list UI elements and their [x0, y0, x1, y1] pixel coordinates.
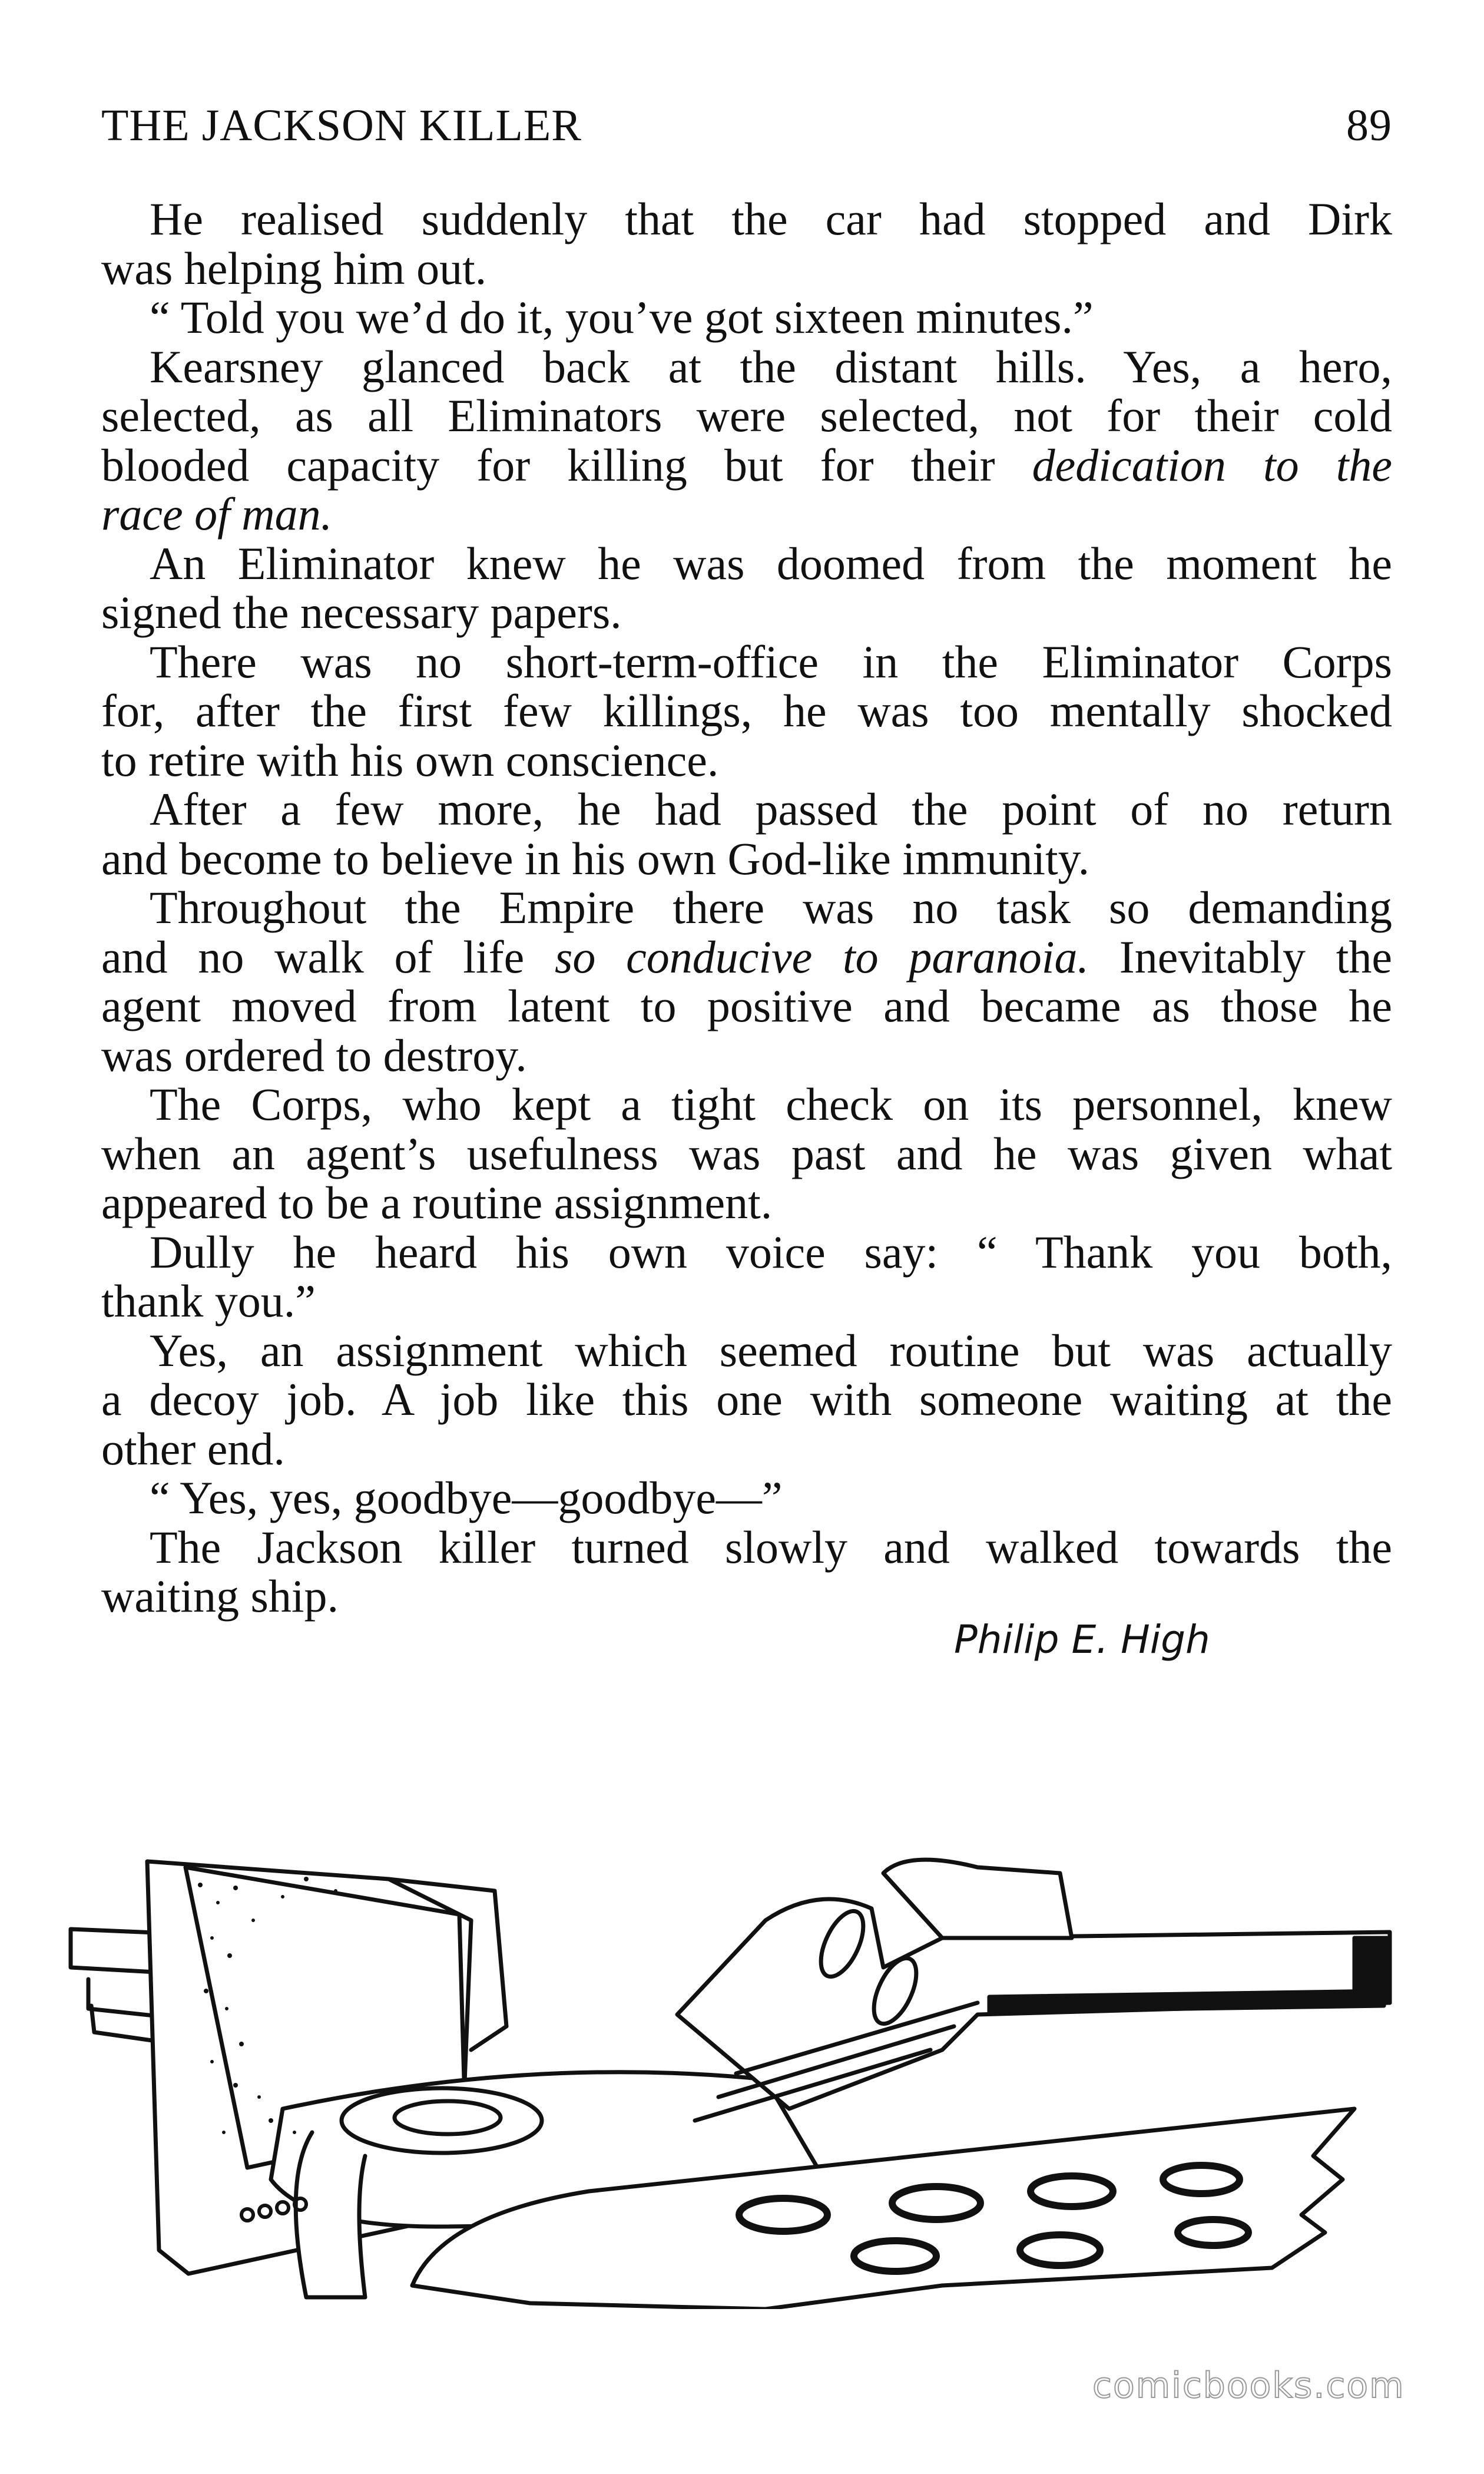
- text-line: [101, 1572, 1392, 1621]
- text-line: [101, 441, 1392, 490]
- text-line: [101, 785, 1392, 834]
- story-body: [101, 194, 1392, 1621]
- text-line: [101, 686, 1392, 736]
- text-run: to retire with his own conscience.: [101, 734, 719, 786]
- text-run: “ Told you we’d do it, you’ve got sixteen minutes.”: [150, 292, 1094, 343]
- text-line: [101, 1129, 1392, 1179]
- watermark: comicbooks.com: [1092, 2365, 1405, 2406]
- text-line: [101, 588, 1392, 637]
- text-line: [101, 1178, 1392, 1228]
- italic-text: so conducive to paranoia.: [554, 931, 1089, 983]
- text-line: [101, 1326, 1392, 1375]
- text-run: agent moved from latent to positive and became as those he: [101, 980, 1392, 1031]
- text-run: Kearsney glanced back at the distant hills. Yes, a hero,: [150, 340, 1392, 392]
- paragraph: [101, 293, 1392, 342]
- page-number: 89: [1346, 101, 1392, 150]
- paragraph: [101, 539, 1392, 637]
- text-line: [101, 391, 1392, 441]
- text-line: [101, 834, 1392, 884]
- paragraph: [101, 883, 1392, 1080]
- text-line: [101, 489, 1392, 539]
- text-run: was helping him out.: [101, 242, 487, 294]
- text-line: [101, 883, 1392, 932]
- text-line: [101, 244, 1392, 293]
- text-run: selected, as all Eliminators were selected, not for their cold: [101, 390, 1392, 441]
- text-line: [101, 1523, 1392, 1572]
- paragraph: [101, 1080, 1392, 1228]
- text-run: blooded capacity for killing but for their: [101, 439, 1032, 491]
- text-run: Dully he heard his own voice say: “ Thank you both,: [150, 1226, 1392, 1278]
- text-run: He realised suddenly that the car had stopped and Dirk: [150, 193, 1392, 244]
- text-run: thank you.”: [101, 1275, 316, 1327]
- text-run: and become to believe in his own God-like immunity.: [101, 832, 1090, 884]
- text-line: [101, 1473, 1392, 1523]
- text-line: [101, 1031, 1392, 1080]
- text-run: Yes, an assignment which seemed routine but was actually: [150, 1324, 1392, 1376]
- italic-text: dedication to the: [1032, 439, 1392, 491]
- text-run: waiting ship.: [101, 1570, 339, 1622]
- paragraph: [101, 1228, 1392, 1326]
- text-run: “ Yes, yes, goodbye—goodbye—”: [150, 1472, 783, 1523]
- text-line: [101, 736, 1392, 785]
- paragraph: [101, 1523, 1392, 1621]
- text-run: The Jackson killer turned slowly and walked towards the: [150, 1521, 1392, 1573]
- text-run: for, after the first few killings, he was too mentally shocked: [101, 685, 1392, 736]
- text-run: Inevitably the: [1088, 931, 1393, 983]
- text-run: appeared to be a routine assignment.: [101, 1177, 773, 1228]
- spaceship-illustration: [59, 1802, 1425, 2309]
- text-run: The Corps, who kept a tight check on its personnel, knew: [150, 1079, 1392, 1130]
- text-line: [101, 194, 1392, 244]
- text-line: [101, 1080, 1392, 1129]
- text-run: a decoy job. A job like this one with someone waiting at the: [101, 1374, 1392, 1425]
- text-line: [101, 637, 1392, 687]
- paragraph: [101, 194, 1392, 293]
- paragraph: [101, 785, 1392, 883]
- text-run: signed the necessary papers.: [101, 587, 622, 638]
- text-run: and no walk of life: [101, 931, 555, 983]
- text-line: [101, 1228, 1392, 1277]
- text-run: when an agent’s usefulness was past and he was given what: [101, 1127, 1392, 1179]
- text-line: [101, 1375, 1392, 1424]
- author-signature: Philip E. High: [954, 1617, 1210, 1662]
- text-line: [101, 932, 1392, 982]
- text-line: [101, 981, 1392, 1031]
- paragraph: [101, 637, 1392, 785]
- text-line: [101, 342, 1392, 392]
- running-head: [101, 100, 1392, 151]
- chapter-title: THE JACKSON KILLER: [101, 101, 582, 150]
- paragraph: [101, 342, 1392, 539]
- text-run: After a few more, he had passed the point of no return: [150, 783, 1392, 835]
- text-run: An Eliminator knew he was doomed from the moment he: [150, 537, 1392, 589]
- text-run: was ordered to destroy.: [101, 1029, 527, 1081]
- text-line: [101, 293, 1392, 342]
- text-line: [101, 1276, 1392, 1326]
- paragraph: [101, 1473, 1392, 1523]
- text-run: There was no short-term-office in the Eliminator Corps: [150, 636, 1392, 687]
- text-line: [101, 1424, 1392, 1474]
- italic-text: race of man.: [101, 488, 333, 540]
- text-line: [101, 539, 1392, 588]
- text-run: Throughout the Empire there was no task so demanding: [150, 882, 1392, 933]
- paragraph: [101, 1326, 1392, 1474]
- text-run: other end.: [101, 1423, 285, 1474]
